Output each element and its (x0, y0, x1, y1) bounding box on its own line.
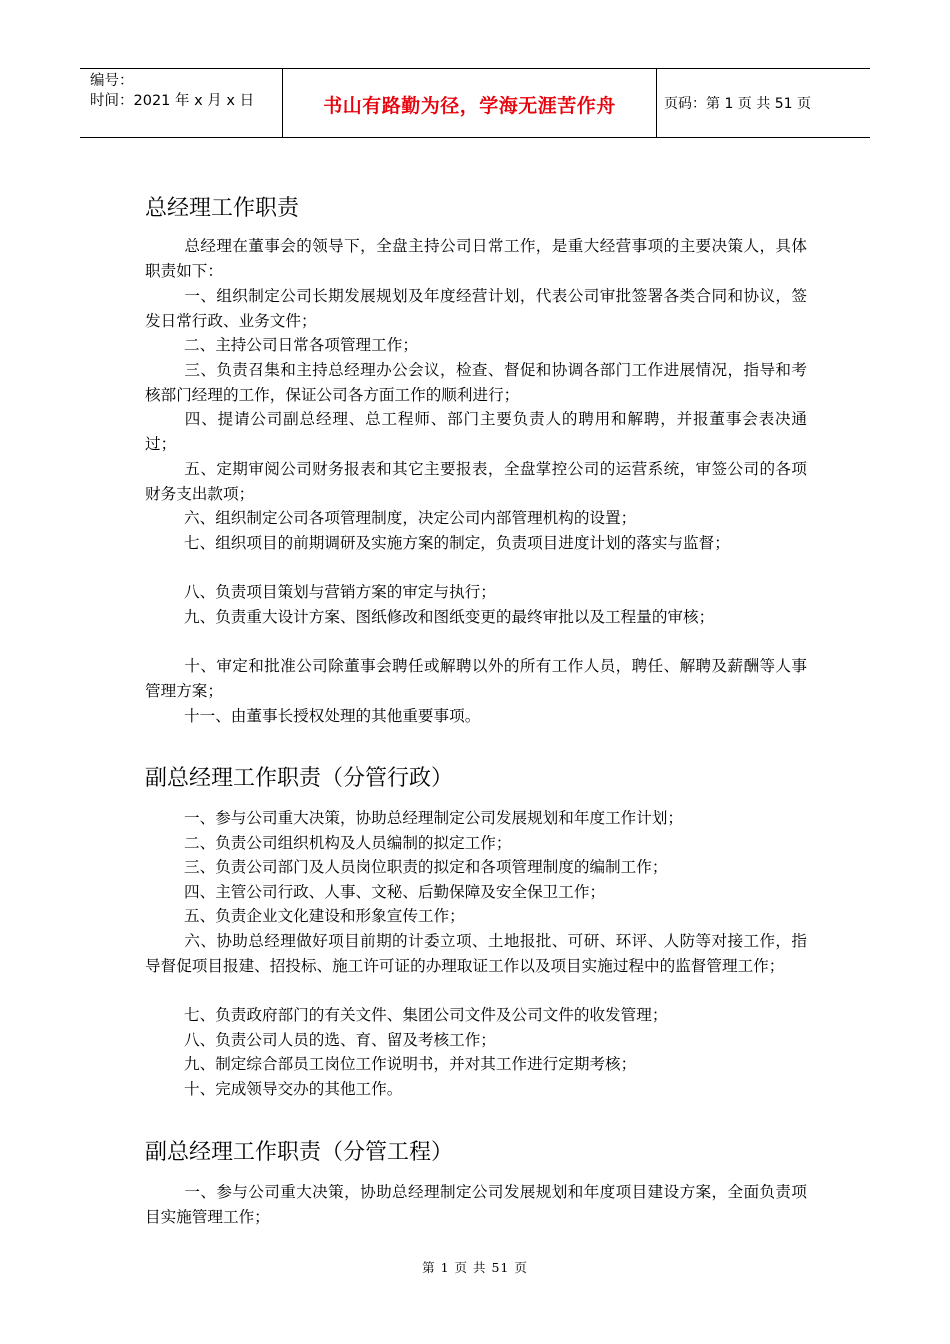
paragraph: 三、负责召集和主持总经理办公会议，检查、督促和协调各部门工作进展情况，指导和考核部门经理的工作，保证公司各方面工作的顺利进行； (145, 361, 807, 404)
paragraph: 九、负责重大设计方案、图纸修改和图纸变更的最终审批以及工程量的审核； (184, 608, 715, 626)
header-meta (90, 71, 254, 111)
page-footer: 第 1 页 共 51 页 (422, 1260, 528, 1275)
paragraph: 八、负责公司人员的选、育、留及考核工作； (184, 1031, 496, 1049)
paragraph: 二、负责公司组织机构及人员编制的拟定工作； (184, 834, 512, 852)
section-title: 副总经理工作职责（分管工程） (145, 1140, 454, 1165)
paragraph: 八、负责项目策划与营销方案的审定与执行； (184, 583, 496, 601)
header-motto: 书山有路勤为径，学海无涯苦作舟 (323, 95, 616, 117)
paragraph: 七、组织项目的前期调研及实施方案的制定，负责项目进度计划的落实与监督； (184, 534, 730, 552)
paragraph: 总经理在董事会的领导下，全盘主持公司日常工作，是重大经营事项的主要决策人，具体职责如下： (145, 237, 807, 280)
paragraph: 五、负责企业文化建设和形象宣传工作； (184, 907, 465, 925)
paragraph: 一、参与公司重大决策，协助总经理制定公司发展规划和年度工作计划； (184, 809, 684, 827)
paragraph: 七、负责政府部门的有关文件、集团公司文件及公司文件的收发管理； (184, 1006, 668, 1024)
paragraph: 十、完成领导交办的其他工作。 (184, 1080, 403, 1098)
paragraph: 四、主管公司行政、人事、文秘、后勤保障及安全保卫工作； (184, 883, 606, 901)
paragraph: 四、提请公司副总经理、总工程师、部门主要负责人的聘用和解聘，并报董事会表决通过； (145, 410, 807, 453)
header-page-info: 页码：第 1 页 共 51 页 (664, 96, 811, 112)
paragraph: 九、制定综合部员工岗位工作说明书，并对其工作进行定期考核； (184, 1055, 637, 1073)
document-header (80, 68, 870, 138)
paragraph: 六、协助总经理做好项目前期的计委立项、土地报批、可研、环评、人防等对接工作，指导督促项目报建、招投标、施工许可证的办理取证工作以及项目实施过程中的监督管理工作； (145, 932, 807, 975)
paragraph: 六、组织制定公司各项管理制度，决定公司内部管理机构的设置； (184, 509, 637, 527)
paragraph: 五、定期审阅公司财务报表和其它主要报表，全盘掌控公司的运营系统，审签公司的各项财务支出款项； (145, 460, 807, 503)
paragraph: 十一、由董事长授权处理的其他重要事项。 (184, 707, 481, 725)
header-divider (656, 69, 657, 137)
paragraph: 十、审定和批准公司除董事会聘任或解聘以外的所有工作人员，聘任、解聘及薪酬等人事管理方案； (145, 657, 807, 700)
document-date-label: 时间：2021 年 x 月 x 日 (90, 93, 255, 109)
paragraph: 一、参与公司重大决策，协助总经理制定公司发展规划和年度项目建设方案，全面负责项目实施管理工作； (145, 1183, 807, 1226)
section-title: 总经理工作职责 (145, 196, 300, 221)
paragraph: 二、主持公司日常各项管理工作； (184, 336, 418, 354)
paragraph: 一、组织制定公司长期发展规划及年度经营计划，代表公司审批签署各类合同和协议，签发日常行政、业务文件； (145, 287, 807, 330)
paragraph: 三、负责公司部门及人员岗位职责的拟定和各项管理制度的编制工作； (184, 858, 668, 876)
document-number-label: 编号： (90, 73, 134, 89)
section-title: 副总经理工作职责（分管行政） (145, 766, 454, 791)
